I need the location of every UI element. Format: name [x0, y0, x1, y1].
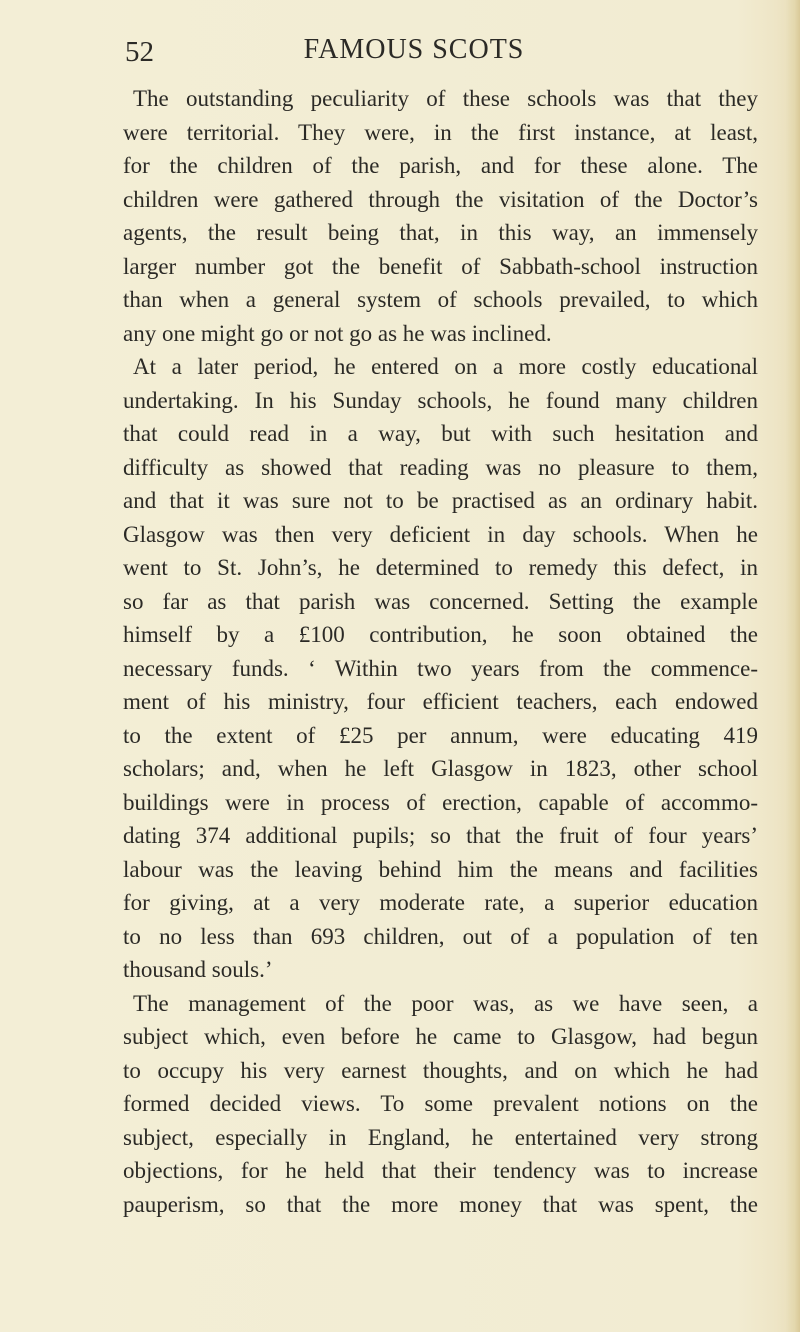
text-line: to no less than 693 children, out of a population of ten: [123, 923, 758, 949]
text-line: for the children of the parish, and for these alone. The: [123, 153, 758, 178]
text-line: formed decided views. To some prevalent notions on the: [123, 1091, 758, 1116]
text-line: thousand souls.’: [123, 957, 273, 982]
text-line: The management of the poor was, as we have seen, a: [133, 990, 758, 1016]
text-line: At a later period, he entered on a more costly educational: [133, 354, 758, 379]
text-line: necessary funds. ‘ Within two years from the commence-: [123, 655, 758, 681]
text-line: so far as that parish was concerned. Setting the example: [123, 588, 758, 614]
text-line: subject which, even before he came to Glasgow, had begun: [123, 1024, 758, 1049]
text-line: that could read in a way, but with such hesitation and: [123, 421, 758, 446]
text-line: any one might go or not go as he was inclined.: [123, 320, 552, 346]
text-line: Glasgow was then very deficient in day schools. When he: [123, 521, 758, 547]
text-line: undertaking. In his Sunday schools, he found many children: [123, 387, 758, 413]
text-line: difficulty as showed that reading was no pleasure to them,: [123, 454, 758, 480]
text-line: objections, for he held that their tendency was to increase: [123, 1158, 758, 1183]
text-line: to the extent of £25 per annum, were educating 419: [123, 722, 758, 748]
text-line: children were gathered through the visitation of the Doctor’s: [123, 186, 758, 212]
text-line: to occupy his very earnest thoughts, and on which he had: [123, 1057, 758, 1083]
text-line: larger number got the benefit of Sabbath-school instruction: [123, 253, 758, 279]
text-line: himself by a £100 contribution, he soon obtained the: [123, 622, 758, 647]
running-title: FAMOUS SCOTS: [303, 34, 525, 65]
text-line: than when a general system of schools prevailed, to which: [123, 287, 758, 312]
text-line: were territorial. They were, in the first instance, at least,: [123, 119, 758, 145]
text-line: subject, especially in England, he entertained very strong: [123, 1124, 758, 1150]
text-line: buildings were in process of erection, capable of accommo-: [123, 789, 758, 815]
page-edge-shadow: [786, 0, 800, 1332]
text-line: and that it was sure not to be practised as an ordinary habit.: [123, 488, 758, 513]
text-line: labour was the leaving behind him the means and facilities: [123, 856, 758, 882]
text-line: went to St. John’s, he determined to remedy this defect, in: [123, 555, 758, 580]
text-line: The outstanding peculiarity of these schools was that they: [133, 86, 758, 111]
body-text: [123, 82, 758, 1221]
text-line: scholars; and, when he left Glasgow in 1823, other school: [123, 756, 758, 781]
text-line: agents, the result being that, in this way, an immensely: [123, 220, 758, 245]
text-line: for giving, at a very moderate rate, a superior education: [123, 890, 758, 915]
page-number: 52: [125, 36, 154, 68]
page-header: [0, 30, 800, 70]
text-line: ment of his ministry, four efficient teachers, each endowed: [123, 689, 758, 714]
text-line: pauperism, so that the more money that was spent, the: [123, 1191, 758, 1217]
text-line: dating 374 additional pupils; so that the fruit of four years’: [123, 823, 758, 848]
